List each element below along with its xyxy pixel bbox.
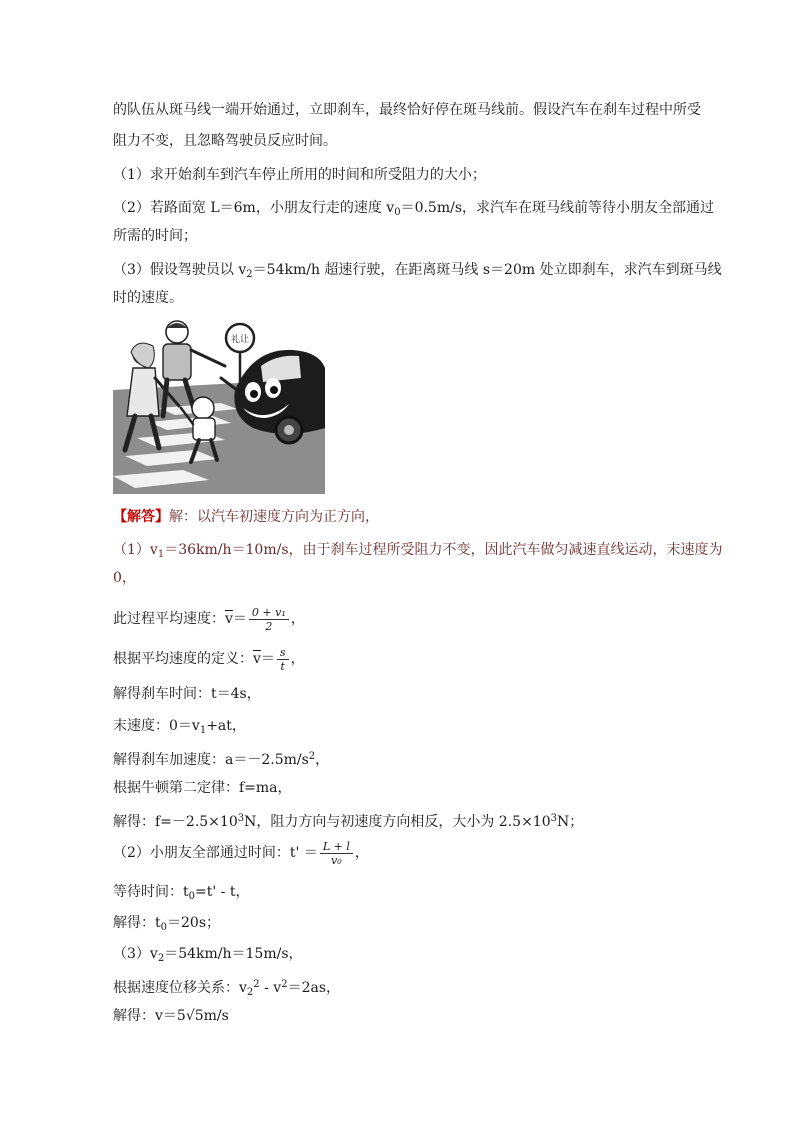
final-answer bbox=[113, 1006, 229, 1026]
q3-text-a: （3）假设驾驶员以 v bbox=[113, 262, 247, 278]
answer-1-line-2: 0， bbox=[113, 570, 136, 586]
final-velocity-equation bbox=[113, 716, 246, 741]
q3-sub: 2 bbox=[246, 269, 253, 280]
answer-tag: 【解答】 bbox=[113, 509, 169, 525]
braking-time-result: 解得刹车时间：t＝4s， bbox=[113, 686, 261, 702]
a3-sub: 2 bbox=[157, 953, 165, 964]
def-numerator: s bbox=[277, 646, 289, 660]
rel-b: - v bbox=[259, 980, 282, 996]
sign-text: 礼让 bbox=[230, 335, 250, 345]
wait-sub: 0 bbox=[188, 891, 196, 902]
def-denominator: t bbox=[280, 659, 285, 673]
q2-text-b: ＝0.5m/s，求汽车在斑马线前等待小朋友全部通过 bbox=[400, 200, 715, 216]
waiting-time-equation bbox=[113, 882, 249, 907]
wait-res-a: 解得：t bbox=[113, 915, 161, 931]
problem-line-1: 的队伍从斑马线一端开始通过，立即刹车，最终恰好停在斑马线前。假设汽车在刹车过程中所受 bbox=[113, 102, 701, 118]
wait-a: 等待时间：t bbox=[113, 884, 189, 900]
a2-fraction bbox=[320, 840, 353, 867]
def-label: 根据平均速度的定义： bbox=[113, 651, 253, 667]
question-2 bbox=[113, 198, 714, 223]
a2-comma: ， bbox=[354, 845, 369, 861]
a3-a: （3）v bbox=[113, 946, 158, 962]
newton-second-law: 根据牛顿第二定律：f=ma， bbox=[113, 780, 292, 796]
wait-res-sub: 0 bbox=[160, 922, 168, 933]
average-velocity-definition bbox=[113, 644, 305, 674]
def-equals: ＝ bbox=[260, 651, 275, 667]
accel-sup: 2 bbox=[308, 751, 316, 762]
a1-prefix: （1）v bbox=[113, 542, 158, 558]
vbar-symbol-2: $\overline{v}$ bbox=[253, 651, 261, 667]
question-1: （1）求开始刹车到汽车停止所用的时间和所受阻力的大小； bbox=[113, 167, 486, 183]
avg-equals: ＝ bbox=[232, 611, 247, 627]
final-v-sub: 1 bbox=[199, 725, 207, 736]
avg-fraction bbox=[249, 606, 289, 633]
force-c: N； bbox=[557, 814, 584, 830]
res-a: 解得：v＝5 bbox=[113, 1008, 186, 1024]
wait-res-b: ＝20s； bbox=[167, 915, 221, 931]
a3-b: ＝54km/h＝15m/s， bbox=[164, 946, 303, 962]
answer-1 bbox=[113, 540, 723, 565]
wait-b: =t' - t， bbox=[195, 884, 250, 900]
average-velocity-line bbox=[113, 604, 305, 634]
q2-text-a: （2）若路面宽 L＝6m，小朋友行走的速度 v bbox=[113, 200, 395, 216]
answer-header bbox=[113, 507, 379, 527]
q2-sub: 0 bbox=[394, 207, 401, 218]
res-b: m/s bbox=[203, 1008, 229, 1024]
res-root: √5 bbox=[185, 1008, 204, 1024]
a1-sub: 1 bbox=[157, 549, 165, 560]
rel-c: ＝2as， bbox=[287, 980, 341, 996]
question-2-line-2: 所需的时间； bbox=[113, 228, 197, 244]
def-fraction bbox=[277, 646, 289, 673]
force-result bbox=[113, 809, 583, 832]
a2-numerator: L + l bbox=[320, 840, 353, 854]
force-a: 解得：f=－2.5×10 bbox=[113, 814, 238, 830]
acceleration-result bbox=[113, 747, 329, 770]
velocity-displacement-relation bbox=[113, 975, 340, 1003]
crosswalk-illustration bbox=[113, 320, 325, 494]
problem-line-2: 阻力不变，且忽略驾驶员反应时间。 bbox=[113, 133, 337, 149]
answer-3 bbox=[113, 944, 303, 969]
answer-header-text: 解：以汽车初速度方向为正方向， bbox=[169, 509, 379, 525]
a1-text: ＝36km/h＝10m/s，由于刹车过程所受阻力不变，因此汽车做匀减速直线运动，末速度为 bbox=[164, 542, 723, 558]
a2-prefix: （2）小朋友全部通过时间：t' ＝ bbox=[113, 845, 318, 861]
force-b: N，阻力方向与初速度方向相反，大小为 2.5×10 bbox=[244, 814, 551, 830]
question-3 bbox=[113, 260, 722, 285]
final-v-b: +at， bbox=[206, 718, 246, 734]
accel-b: ， bbox=[315, 752, 330, 768]
force-sup-2: 3 bbox=[550, 813, 557, 824]
rel-a: 根据速度位移关系：v bbox=[113, 980, 247, 996]
avg-numerator: 0 + v₁ bbox=[249, 606, 289, 620]
rel-sub: 2 bbox=[246, 987, 254, 998]
question-3-line-2: 时的速度。 bbox=[113, 290, 183, 306]
avg-denominator: 2 bbox=[265, 619, 273, 633]
final-v-a: 末速度：0＝v bbox=[113, 718, 200, 734]
q3-text-b: ＝54km/h 超速行驶，在距离斑马线 s＝20m 处立即刹车，求汽车到斑马线 bbox=[252, 262, 722, 278]
accel-a: 解得刹车加速度：a＝－2.5m/s bbox=[113, 752, 309, 768]
answer-2 bbox=[113, 838, 369, 868]
avg-comma: ， bbox=[290, 611, 305, 627]
def-comma: ， bbox=[290, 651, 305, 667]
waiting-time-result bbox=[113, 913, 220, 938]
avg-label: 此过程平均速度： bbox=[113, 611, 225, 627]
rel-sup-2: 2 bbox=[281, 979, 288, 990]
rel-sup: 2 bbox=[253, 979, 260, 990]
force-sup: 3 bbox=[237, 813, 245, 824]
a2-denominator: v₀ bbox=[331, 853, 342, 867]
vbar-symbol: $\overline{v}$ bbox=[225, 611, 233, 627]
